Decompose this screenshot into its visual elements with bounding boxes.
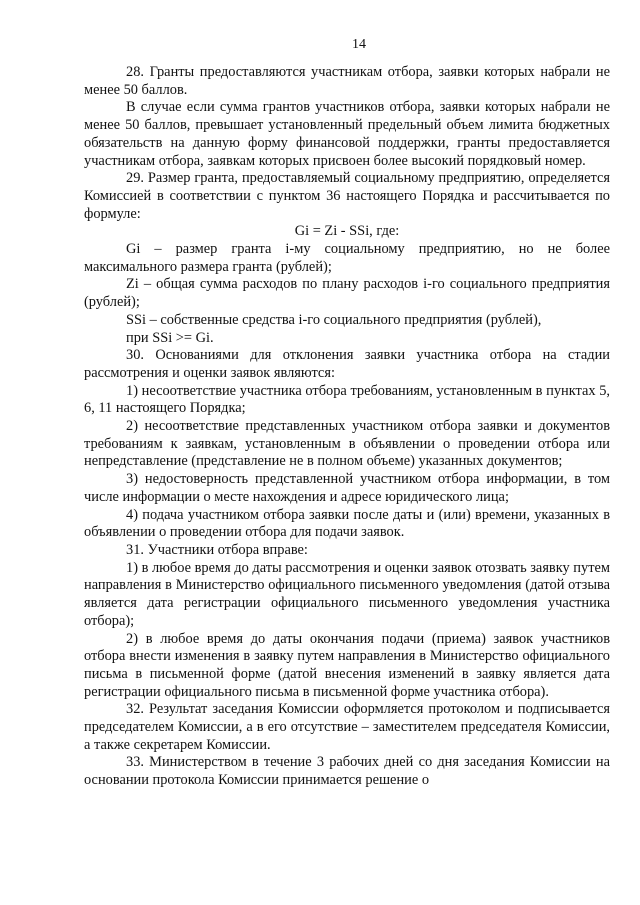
- page-number: 14: [352, 37, 366, 52]
- paragraph-33: 33. Министерством в течение 3 рабочих дней со дня заседания Комиссии на основании протокола Комиссии принимается решение о: [84, 754, 610, 789]
- paragraph-30-item-2: 2) несоответствие представленных участником отбора заявки и документов требованиям к заявкам, установленным в объявлении о проведении отбора или непредставление (представление не в полном объеме) указанных документов;: [84, 418, 610, 470]
- paragraph-30: 30. Основаниями для отклонения заявки участника отбора на стадии рассмотрения и оценки заявок являются:: [84, 347, 610, 381]
- formula-definition-gi: Gi – размер гранта i-му социальному предприятию, но не более максимального размера гранта (рублей);: [84, 241, 610, 275]
- paragraph-32: 32. Результат заседания Комиссии оформляется протоколом и подписывается председателем Комиссии, а в его отсутствие – заместителем председателя Комиссии, а также секретарем Комиссии.: [84, 701, 610, 753]
- document-body: [84, 64, 610, 790]
- paragraph-31-item-1: 1) в любое время до даты рассмотрения и оценки заявок отозвать заявку путем направления в Министерство официального письменного уведомления (датой отзыва является дата регистрации официального письменного уведомления участника отбора);: [84, 559, 610, 629]
- grant-formula: Gi = Zi - SSi, где:: [294, 223, 400, 240]
- paragraph-31-item-2: 2) в любое время до даты окончания подачи (приема) заявок участников отбора внести изменения в заявку путем направления в Министерство официального письма в письменной форме (датой внесения изменений в заявку является дата регистрации официального письма в письменной форме участника отбора).: [84, 630, 610, 700]
- formula-definition-zi: Zi – общая сумма расходов по плану расходов i-го социального предприятия (рублей);: [84, 276, 610, 311]
- formula-condition: при SSi >= Gi.: [126, 329, 214, 346]
- paragraph-28-grants-limit: В случае если сумма грантов участников отбора, заявки которых набрали не менее 50 баллов, превышает установленный предельный объем лимита бюджетных обязательств на данную форму финансовой поддержки, гранты предоставляется участникам отбора, заявкам которых присвоен более высокий порядковый номер.: [84, 99, 610, 169]
- formula-definition-ssi: SSi – собственные средства i-го социального предприятия (рублей),: [126, 311, 542, 328]
- paragraph-30-item-3: 3) недостоверность представленной участником отбора информации, в том числе информации о месте нахождения и адресе юридического лица;: [84, 471, 610, 505]
- paragraph-30-item-1: 1) несоответствие участника отбора требованиям, установленным в пунктах 5, 6, 11 настоящего Порядка;: [84, 382, 610, 417]
- paragraph-28: 28. Гранты предоставляются участникам отбора, заявки которых набрали не менее 50 баллов.: [84, 64, 610, 98]
- paragraph-31: 31. Участники отбора вправе:: [126, 541, 308, 558]
- paragraph-29: 29. Размер гранта, предоставляемый социальному предприятию, определяется Комиссией в соответствии с пунктом 36 настоящего Порядка и рассчитывается по формуле:: [84, 170, 610, 222]
- paragraph-30-item-4: 4) подача участником отбора заявки после даты и (или) времени, указанных в объявлении о проведении отбора для подачи заявок.: [84, 506, 610, 541]
